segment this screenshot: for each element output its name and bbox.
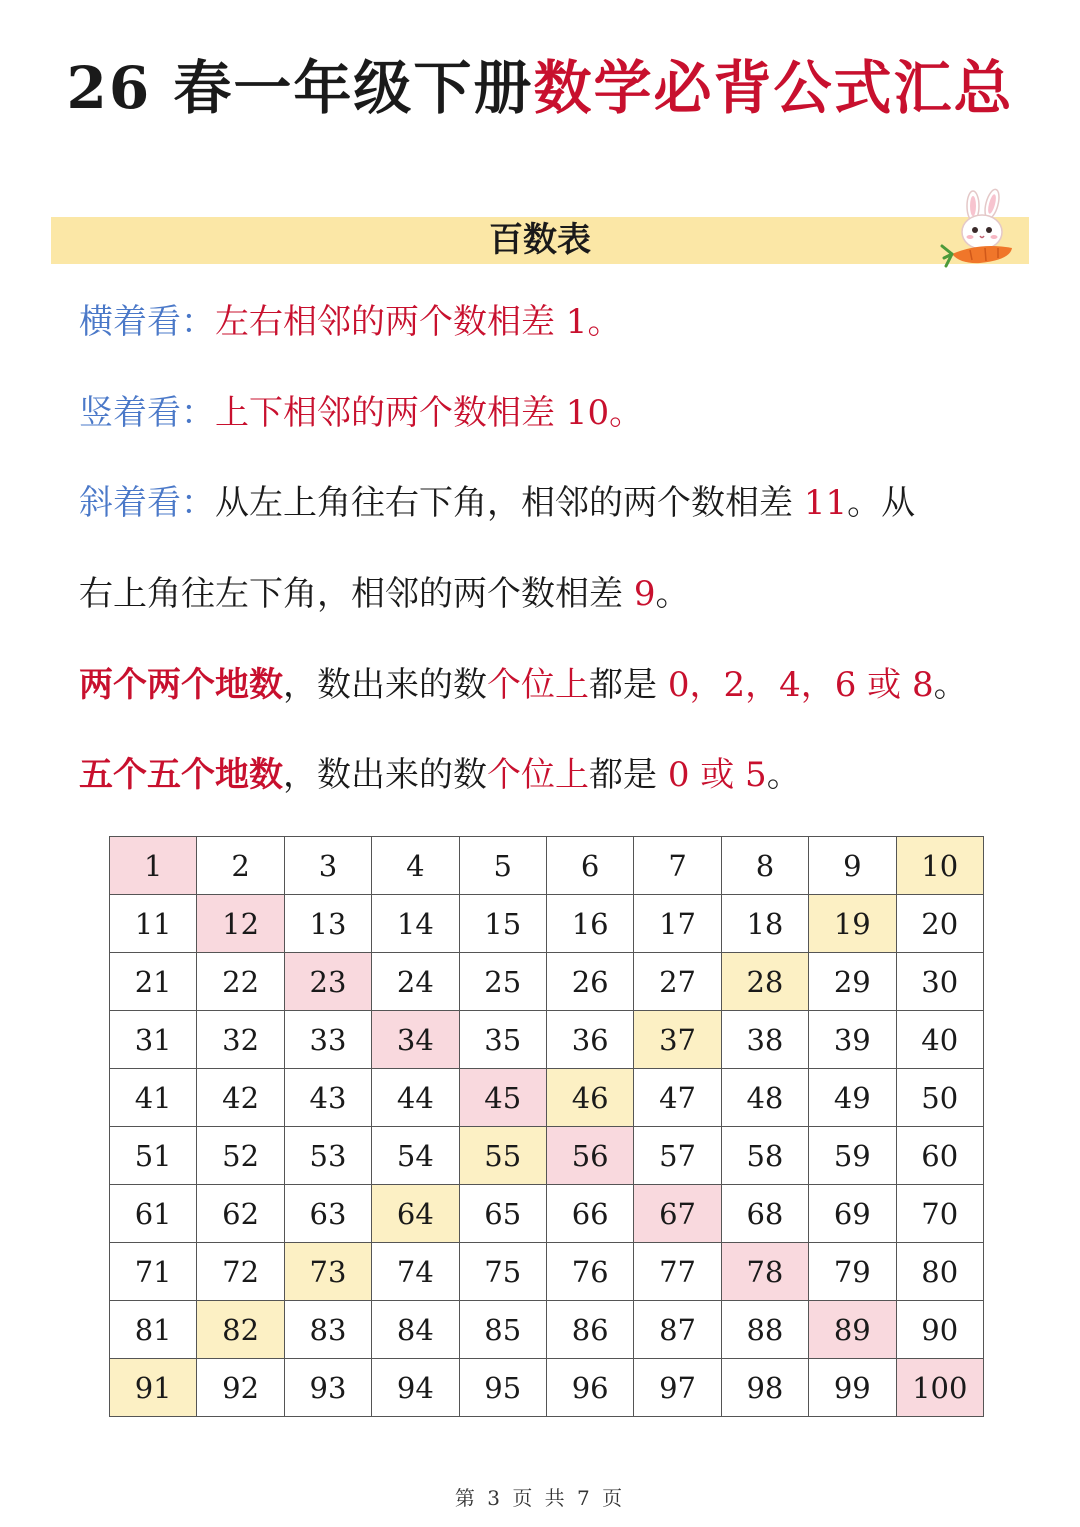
table-cell: 99 (809, 1359, 896, 1417)
table-cell: 69 (809, 1185, 896, 1243)
rule-vertical-text: 上下相邻的两个数相差 10。 (215, 393, 644, 433)
table-cell: 98 (721, 1359, 808, 1417)
table-cell: 66 (546, 1185, 633, 1243)
table-cell: 71 (110, 1243, 197, 1301)
count-by-two-ones-place: 个位上 (487, 665, 589, 705)
count-by-five-tail: 。 (766, 755, 801, 795)
rule-diagonal-label: 斜着看： (79, 483, 215, 523)
table-cell: 78 (721, 1243, 808, 1301)
table-cell: 58 (721, 1127, 808, 1185)
rule-horizontal (79, 297, 621, 347)
table-cell: 54 (372, 1127, 459, 1185)
rule-diagonal (79, 478, 915, 528)
rule-vertical (79, 388, 643, 438)
table-cell: 42 (197, 1069, 284, 1127)
table-cell: 53 (284, 1127, 371, 1185)
table-cell: 56 (546, 1127, 633, 1185)
table-cell: 96 (546, 1359, 633, 1417)
table-cell: 26 (546, 953, 633, 1011)
rule-vertical-label: 竖着看： (79, 393, 215, 433)
rule-diagonal-number: 11 (803, 483, 848, 523)
table-cell: 37 (634, 1011, 721, 1069)
table-cell: 51 (110, 1127, 197, 1185)
table-cell: 86 (546, 1301, 633, 1359)
table-cell: 65 (459, 1185, 546, 1243)
table-cell: 87 (634, 1301, 721, 1359)
rule-count-by-five (79, 750, 801, 800)
table-cell: 43 (284, 1069, 371, 1127)
table-row (110, 1301, 984, 1359)
table-cell: 63 (284, 1185, 371, 1243)
table-cell: 19 (809, 895, 896, 953)
rule-diagonal-continued (79, 569, 689, 619)
table-row (110, 1185, 984, 1243)
table-cell: 92 (197, 1359, 284, 1417)
table-cell: 41 (110, 1069, 197, 1127)
rule-horizontal-label: 横着看： (79, 302, 215, 342)
table-cell: 57 (634, 1127, 721, 1185)
count-by-two-text: ，数出来的数 (283, 665, 487, 705)
table-cell: 40 (896, 1011, 983, 1069)
count-by-five-label: 五个五个地数 (79, 755, 283, 795)
table-cell: 38 (721, 1011, 808, 1069)
table-cell: 82 (197, 1301, 284, 1359)
hundred-chart-table (109, 836, 984, 1417)
table-cell: 67 (634, 1185, 721, 1243)
rule-antidiagonal-number: 9 (633, 574, 656, 614)
table-cell: 68 (721, 1185, 808, 1243)
table-cell: 47 (634, 1069, 721, 1127)
table-cell: 75 (459, 1243, 546, 1301)
table-cell: 25 (459, 953, 546, 1011)
table-cell: 29 (809, 953, 896, 1011)
bunny-with-carrot-icon (940, 188, 1020, 270)
table-cell: 22 (197, 953, 284, 1011)
table-cell: 3 (284, 837, 371, 895)
table-cell: 2 (197, 837, 284, 895)
table-cell: 30 (896, 953, 983, 1011)
table-cell: 52 (197, 1127, 284, 1185)
table-cell: 4 (372, 837, 459, 895)
table-cell: 59 (809, 1127, 896, 1185)
rule-diagonal-text: 从左上角往右下角，相邻的两个数相差 (215, 483, 804, 523)
rule-antidiagonal-text: 右上角往左下角，相邻的两个数相差 (79, 574, 634, 614)
count-by-two-label: 两个两个地数 (79, 665, 283, 705)
table-cell: 18 (721, 895, 808, 953)
table-cell: 61 (110, 1185, 197, 1243)
count-by-five-text: ，数出来的数 (283, 755, 487, 795)
table-cell: 12 (197, 895, 284, 953)
table-cell: 31 (110, 1011, 197, 1069)
table-cell: 97 (634, 1359, 721, 1417)
table-cell: 6 (546, 837, 633, 895)
table-row (110, 1011, 984, 1069)
table-cell: 34 (372, 1011, 459, 1069)
table-cell: 45 (459, 1069, 546, 1127)
rule-horizontal-text: 左右相邻的两个数相差 1。 (215, 302, 622, 342)
title-part2: 数学必背公式汇总 (533, 54, 1014, 122)
table-cell: 11 (110, 895, 197, 953)
table-cell: 93 (284, 1359, 371, 1417)
table-cell: 94 (372, 1359, 459, 1417)
table-cell: 33 (284, 1011, 371, 1069)
rule-count-by-two (79, 660, 968, 710)
table-cell: 39 (809, 1011, 896, 1069)
table-cell: 100 (896, 1359, 983, 1417)
table-row (110, 1069, 984, 1127)
rule-antidiagonal-tail: 。 (655, 574, 690, 614)
table-cell: 62 (197, 1185, 284, 1243)
table-cell: 74 (372, 1243, 459, 1301)
table-cell: 80 (896, 1243, 983, 1301)
count-by-five-ones-place: 个位上 (487, 755, 589, 795)
table-cell: 7 (634, 837, 721, 895)
table-cell: 84 (372, 1301, 459, 1359)
table-cell: 14 (372, 895, 459, 953)
table-row (110, 1359, 984, 1417)
table-row (110, 895, 984, 953)
count-by-five-digits: 0 或 5 (667, 755, 767, 795)
table-cell: 27 (634, 953, 721, 1011)
table-cell: 10 (896, 837, 983, 895)
table-cell: 21 (110, 953, 197, 1011)
table-cell: 70 (896, 1185, 983, 1243)
table-cell: 77 (634, 1243, 721, 1301)
table-cell: 90 (896, 1301, 983, 1359)
table-cell: 64 (372, 1185, 459, 1243)
table-cell: 73 (284, 1243, 371, 1301)
count-by-five-are: 都是 (589, 755, 668, 795)
table-cell: 24 (372, 953, 459, 1011)
table-cell: 5 (459, 837, 546, 895)
rule-diagonal-tail: 。从 (847, 483, 916, 523)
table-cell: 1 (110, 837, 197, 895)
table-cell: 91 (110, 1359, 197, 1417)
table-cell: 60 (896, 1127, 983, 1185)
table-cell: 89 (809, 1301, 896, 1359)
table-cell: 48 (721, 1069, 808, 1127)
table-cell: 95 (459, 1359, 546, 1417)
table-row (110, 837, 984, 895)
table-cell: 17 (634, 895, 721, 953)
table-cell: 44 (372, 1069, 459, 1127)
table-row (110, 1127, 984, 1185)
title-part1: 26 春一年级下册 (66, 54, 534, 122)
table-cell: 28 (721, 953, 808, 1011)
table-cell: 15 (459, 895, 546, 953)
table-cell: 23 (284, 953, 371, 1011)
table-cell: 20 (896, 895, 983, 953)
count-by-two-digits: 0，2，4，6 或 8 (667, 665, 934, 705)
table-cell: 55 (459, 1127, 546, 1185)
table-cell: 36 (546, 1011, 633, 1069)
section-title: 百数表 (489, 220, 591, 260)
table-cell: 85 (459, 1301, 546, 1359)
table-row (110, 953, 984, 1011)
table-cell: 32 (197, 1011, 284, 1069)
page-footer: 第 3 页 共 7 页 (454, 1486, 626, 1510)
table-cell: 79 (809, 1243, 896, 1301)
table-cell: 72 (197, 1243, 284, 1301)
table-cell: 49 (809, 1069, 896, 1127)
page-title (0, 48, 1080, 128)
table-cell: 16 (546, 895, 633, 953)
hundred-chart-body (110, 837, 984, 1417)
table-row (110, 1243, 984, 1301)
table-cell: 50 (896, 1069, 983, 1127)
table-cell: 35 (459, 1011, 546, 1069)
table-cell: 8 (721, 837, 808, 895)
table-cell: 46 (546, 1069, 633, 1127)
table-cell: 83 (284, 1301, 371, 1359)
table-cell: 88 (721, 1301, 808, 1359)
table-cell: 13 (284, 895, 371, 953)
table-cell: 76 (546, 1243, 633, 1301)
count-by-two-are: 都是 (589, 665, 668, 705)
count-by-two-tail: 。 (933, 665, 968, 705)
section-banner (51, 217, 1029, 264)
table-cell: 81 (110, 1301, 197, 1359)
table-cell: 9 (809, 837, 896, 895)
